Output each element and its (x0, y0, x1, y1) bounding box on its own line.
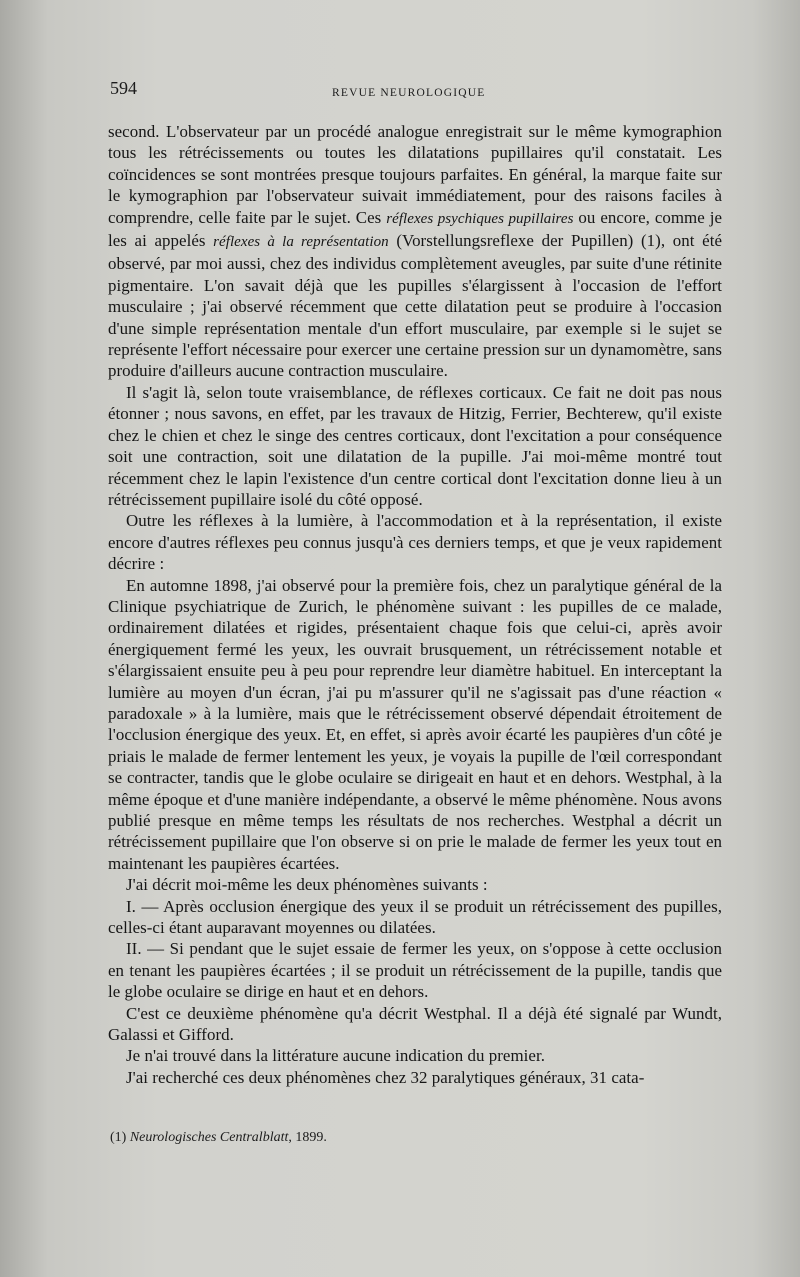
running-head (110, 78, 720, 102)
body-text (108, 121, 722, 1088)
footnote-source: Neurologisches Centralblatt (129, 1130, 289, 1145)
footnote (110, 1130, 327, 1146)
footnote-year: , 1899. (288, 1130, 327, 1145)
paragraph-10: J'ai recherché ces deux phénomènes chez 32 paralytiques généraux, 31 cata- (126, 1067, 645, 1087)
paragraph-5: J'ai décrit moi-même les deux phénomènes suivants : (126, 875, 488, 895)
paragraph-1-part-c: (Vorstellungsreflexe der Pupillen) (1), ont été observé, par moi aussi, chez des individus complètement aveugles, par suite d'une rétinite pigmentaire. L'on savait déjà que les pupilles s'élargissent à l'occasion de l'effort musculaire ; j'ai observé récemment que cette dilatation peut se produire à l'occasion d'une simple représentation mentale d'un effort musculaire, par exemple si le sujet se représente l'effort nécessaire pour exercer une certaine pression sur un dynamomètre, sans produire d'ailleurs aucune contraction musculaire. (108, 231, 722, 381)
paragraph-2: Il s'agit là, selon toute vraisemblance, de réflexes corticaux. Ce fait ne doit pas nous étonner ; nous savons, en effet, par les travaux de Hitzig, Ferrier, Bechterew, qu'il existe chez le chien et chez le singe des centres corticaux, dont l'excitation a pour conséquence soit une contraction, soit une dilatation de la pupille. J'ai moi-même montré tout récemment chez le lapin l'existence d'un centre cortical dont l'excitation donne lieu à un rétrécissement pupillaire isolé du côté opposé. (108, 382, 722, 509)
paragraph-1-part-a: second. L'observateur par un procédé analogue enregistrait sur le même kymographion tous les rétrécissements ou toutes les dilatations pupillaires qu'il constatait. Les coïncidences se sont montrées presque toujours parfaites. En général, la marque faite sur le kymographion par l'observateur suivait immédiatement, pour des raisons faciles à comprendre, celle faite par le sujet. Ces (108, 122, 722, 227)
paragraph-6: I. — Après occlusion énergique des yeux il se produit un rétrécissement des pupilles, celles-ci étant auparavant moyennes ou dilatées. (108, 896, 722, 938)
journal-title: REVUE NEUROLOGIQUE (332, 87, 486, 99)
paragraph-4: En automne 1898, j'ai observé pour la première fois, chez un paralytique général de la Clinique psychiatrique de Zurich, le phénomène suivant : les pupilles de ce malade, ordinairement dilatées et rigides, présentaient chaque fois que celui-ci, après avoir énergiquement fermé les yeux, les ouvrait brusquement, un rétrécissement notable et s'élargissaient ensuite peu à peu pour reprendre leur diamètre habituel. En interceptant la lumière au moyen d'un écran, j'ai pu m'assurer qu'il ne s'agissait pas d'une réaction « paradoxale » à la lumière, mais que le rétrécissement observé dépendait étroitement de l'occlusion énergique des yeux. Et, en effet, si après avoir écarté les paupières d'un côté je priais le malade de fermer lentement les yeux, je voyais la pupille de l'œil correspondant se contracter, tandis que le globe oculaire se dirigeait en haut et en dehors. Westphal, à la même époque et d'une manière indépendante, a observé le même phénomène. Nous avons publié presque en même temps les résultats de nos recherches. Westphal a décrit un rétrécissement pupillaire que l'on observe si on prie le malade de fermer les yeux tout en maintenant les paupières écartées. (108, 575, 722, 873)
paragraph-8: C'est ce deuxième phénomène qu'a décrit Westphal. Il a déjà été signalé par Wundt, Galassi et Gifford. (108, 1003, 722, 1045)
page-number: 594 (110, 78, 137, 98)
paragraph-7: II. — Si pendant que le sujet essaie de fermer les yeux, on s'oppose à cette occlusion en tenant les paupières écartées ; il se produit un rétrécissement de la pupille, tandis que le globe oculaire se dirige en haut et en dehors. (108, 939, 722, 1002)
paragraph-9: Je n'ai trouvé dans la littérature aucune indication du premier. (126, 1046, 545, 1066)
paragraph-1-part-b: ou encore, comme je les ai appelés (108, 207, 723, 251)
term-psychic-reflexes: réflexes psychiques pupillaires (386, 210, 574, 227)
paragraph-3: Outre les réflexes à la lumière, à l'accommodation et à la représentation, il existe encore d'autres réflexes peu connus jusqu'à ces derniers temps, et que je veux rapidement décrire : (108, 511, 722, 574)
paragraph-1 (108, 121, 722, 382)
footnote-marker: (1) (110, 1130, 130, 1145)
term-representation-reflexes: réflexes à la représentation (213, 234, 389, 251)
